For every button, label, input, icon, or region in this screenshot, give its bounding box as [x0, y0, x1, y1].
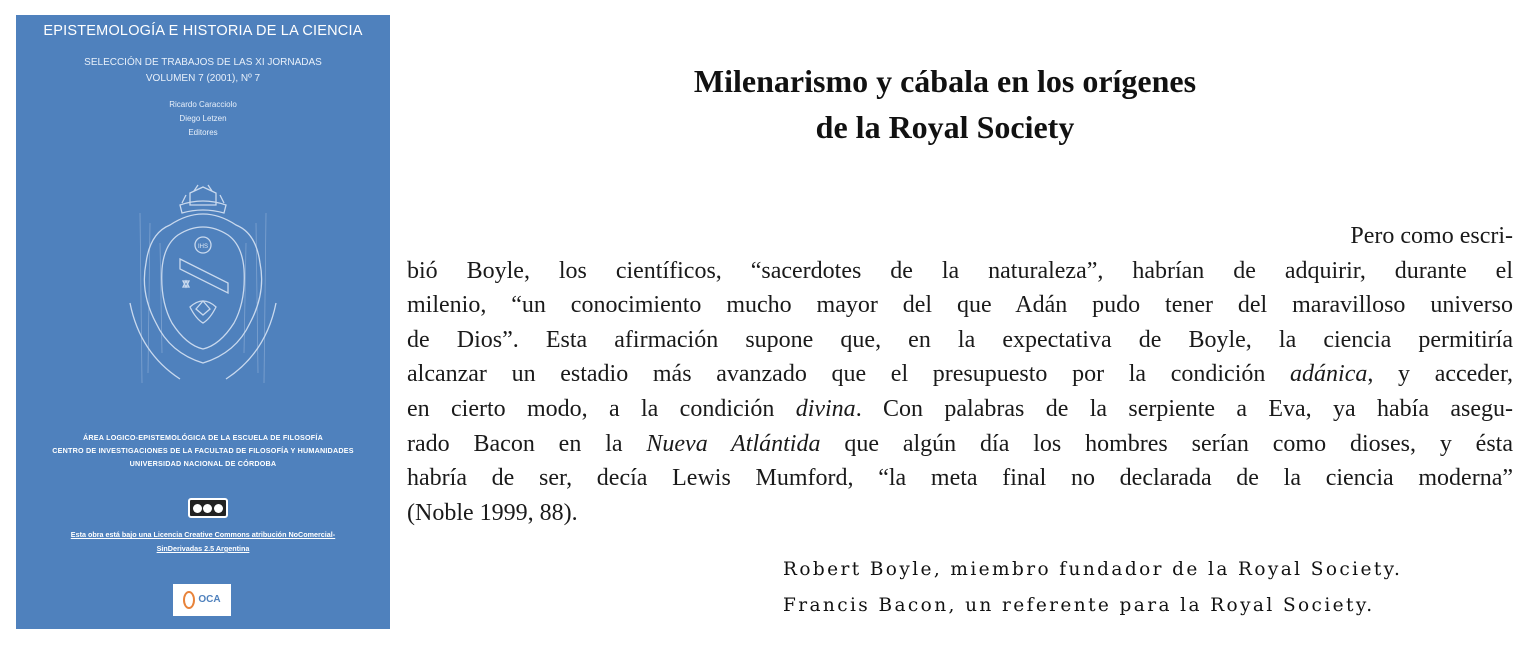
oca-logo-text: OCA: [198, 594, 221, 605]
paragraph-text: (Noble 1999, 88).: [407, 499, 578, 526]
paragraph-line: [407, 323, 1513, 358]
paragraph-text: de Dios”. Esta afirmación supone que, en la expectativa de Boyle, la ciencia permitiría: [407, 326, 1513, 353]
paragraph-line: [407, 288, 1513, 323]
italic-term: divina: [795, 395, 856, 422]
caption-boyle: Robert Boyle, miembro fundador de la Royal Society.: [783, 559, 1403, 580]
paragraph-line: [407, 496, 1513, 531]
paragraph-text: , y acceder,: [1367, 361, 1513, 388]
article-paragraph: [407, 219, 1513, 530]
paragraph-text: rado Bacon en la: [407, 430, 647, 457]
book-cover: [16, 15, 390, 629]
caption-bacon: Francis Bacon, un referente para la Royal Society.: [783, 595, 1375, 616]
paragraph-line: [407, 254, 1513, 289]
paragraph-text: bió Boyle, los científicos, “sacerdotes de la naturaleza”, habrían de adquirir, durante el: [407, 257, 1513, 284]
paragraph-text: en cierto modo, a la condición: [407, 395, 796, 422]
university-crest-icon: [120, 183, 286, 393]
cover-volume: VOLUMEN 7 (2001), Nº 7: [145, 73, 261, 84]
italic-term: adánica: [1290, 361, 1368, 388]
cover-series-title: EPISTEMOLOGÍA E HISTORIA DE LA CIENCIA: [43, 23, 363, 39]
paragraph-text: . Con palabras de la serpiente a Eva, ya había asegu-: [855, 395, 1513, 422]
cover-institution-3: UNIVERSIDAD NACIONAL DE CÓRDOBA: [129, 459, 277, 468]
license-link-line-1[interactable]: Esta obra está bajo una Licencia Creative Commons atribución NoComercial-: [70, 530, 336, 539]
article-title-line-1: Milenarismo y cábala en los orígenes: [693, 63, 1197, 99]
oca-ring-icon: [183, 591, 195, 609]
cover-institution-1: ÁREA LOGICO-EPISTEMOLÓGICA DE LA ESCUELA DE FILOSOFÍA: [83, 433, 323, 442]
paragraph-line: [407, 357, 1513, 392]
creative-commons-badge-icon: [188, 498, 228, 518]
paragraph-line: [407, 461, 1513, 496]
oca-logo: [173, 584, 231, 616]
paragraph-text: alcanzar un estadio más avanzado que el presupuesto por la condición: [407, 361, 1291, 388]
cover-editor-2: Diego Letzen: [179, 114, 227, 123]
paragraph-line: [407, 392, 1513, 427]
cover-editor-1: Ricardo Caracciolo: [169, 100, 237, 109]
paragraph-text: que algún día los hombres serían como dioses, y ésta: [820, 430, 1513, 457]
cover-editors-label: Editores: [188, 128, 218, 137]
license-link-line-2[interactable]: SinDerivadas 2.5 Argentina: [156, 544, 250, 553]
italic-term: Nueva Atlántida: [646, 430, 821, 457]
cover-selection: SELECCIÓN DE TRABAJOS DE LAS XI JORNADAS: [84, 57, 322, 68]
paragraph-line: [407, 427, 1513, 462]
paragraph-text: milenio, “un conocimiento mucho mayor del que Adán pudo tener del maravilloso universo: [407, 292, 1513, 319]
crest-ihs-text: IHS: [197, 244, 209, 250]
paragraph-text: Pero como escri-: [1350, 223, 1513, 249]
cover-institution-2: CENTRO DE INVESTIGACIONES DE LA FACULTAD DE FILOSOFÍA Y HUMANIDADES: [52, 446, 354, 455]
paragraph-line: [407, 219, 1513, 254]
article-title-line-2: de la Royal Society: [815, 109, 1075, 145]
paragraph-text: habría de ser, decía Lewis Mumford, “la meta final no declarada de la ciencia moderna”: [407, 465, 1513, 492]
